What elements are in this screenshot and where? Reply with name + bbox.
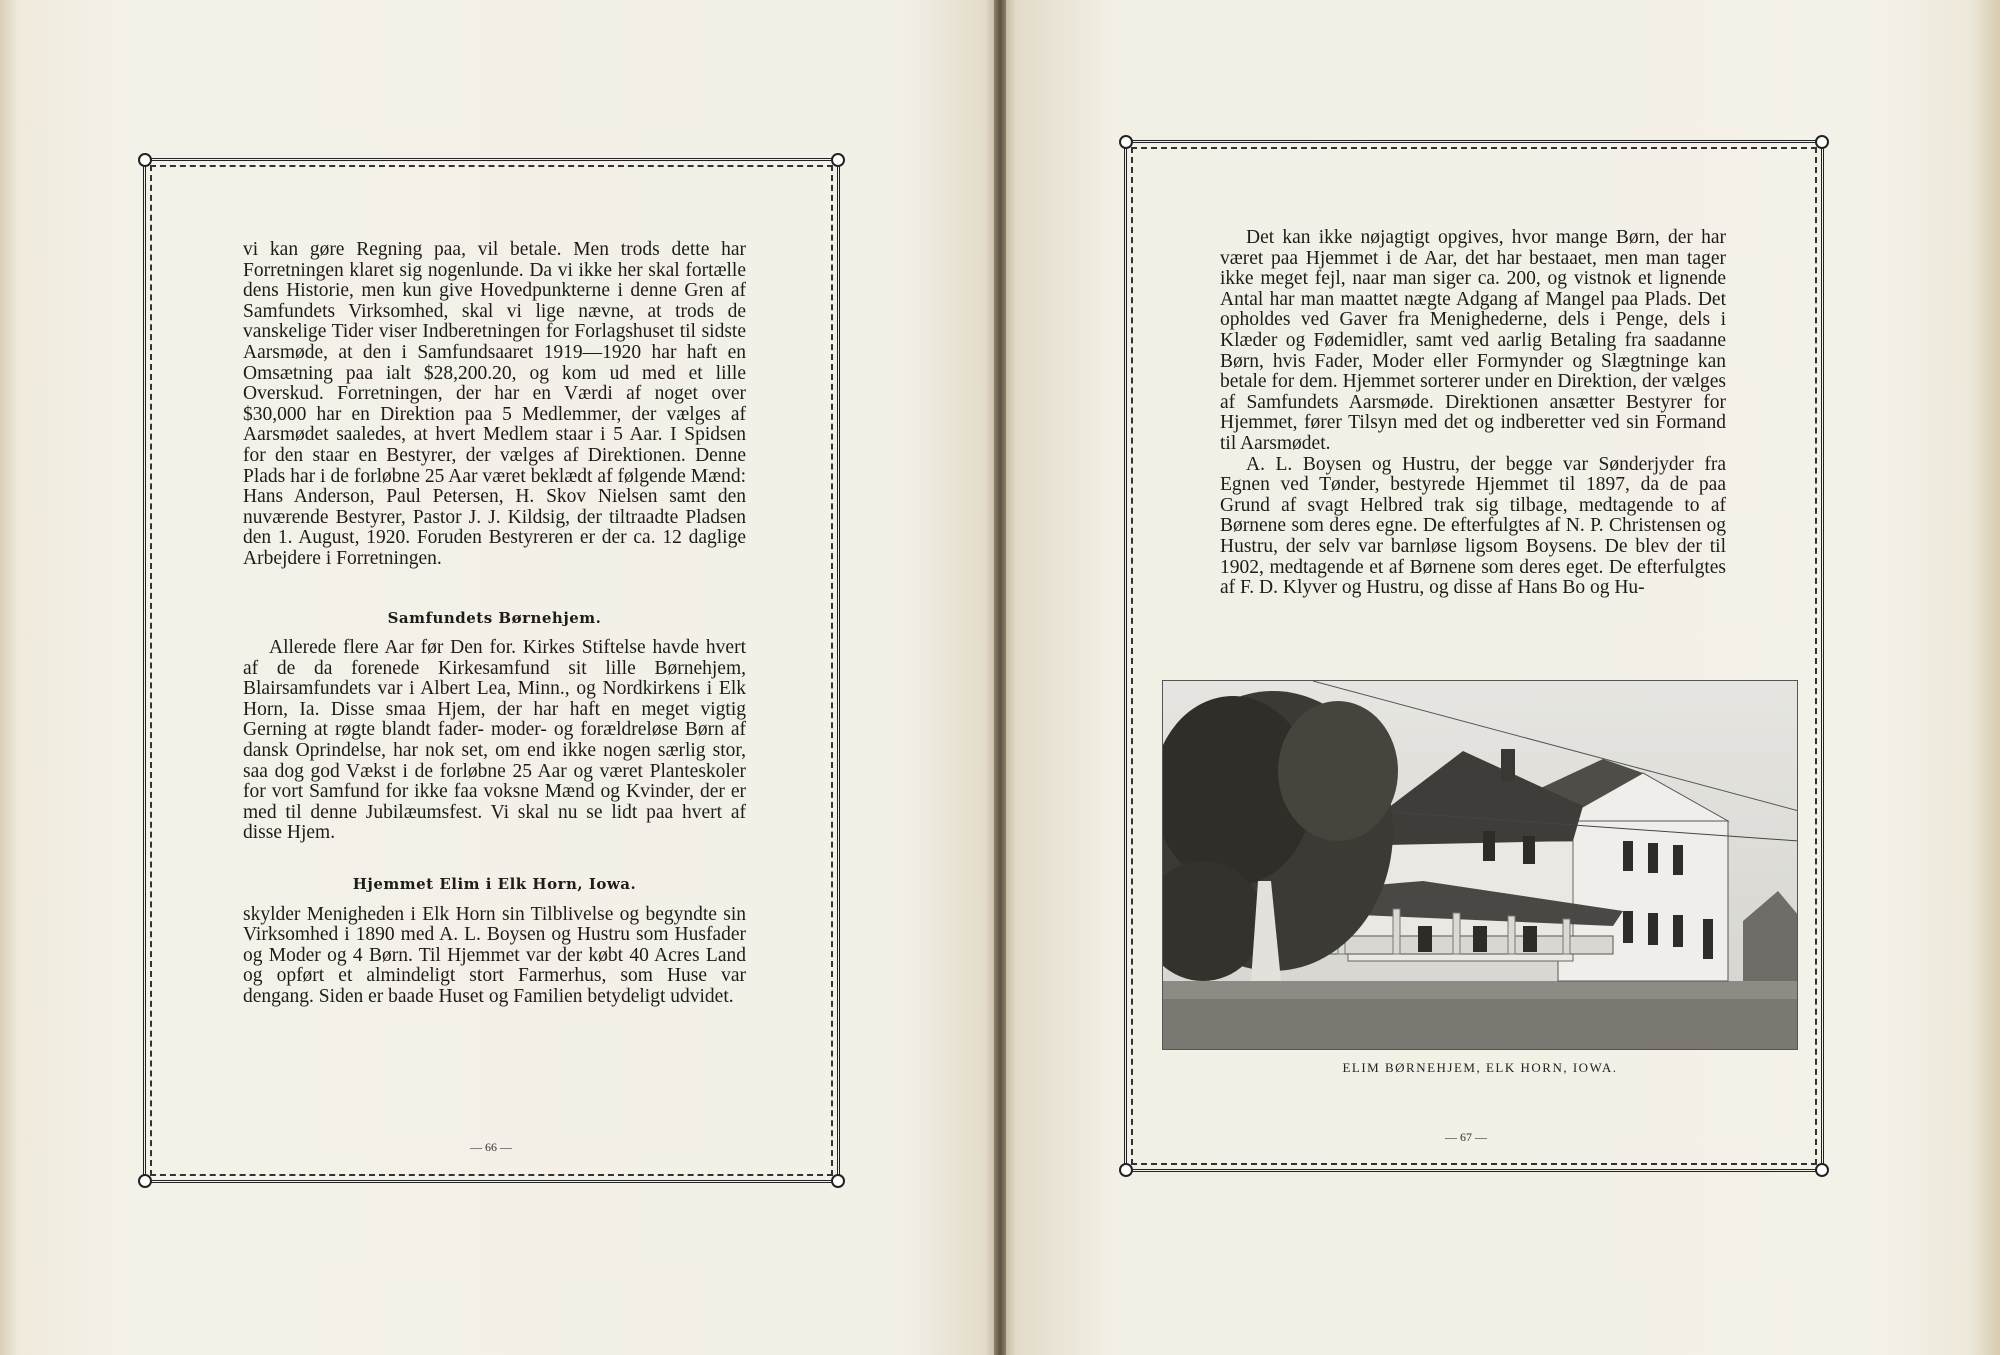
left-paragraph-2: Allerede flere Aar før Den for. Kirkes Stiftelse havde hvert af de da forenede Kirkesamfund sit lille Børnehjem, Blairsamfundets var i Albert Lea, Minn., og Nordkirkens i Elk Horn, Ia. Disse smaa Hjem, der har haft en meget vigtig Gerning at røgte blandt fader- moder- og forældreløse Børn af dansk Oprindelse, har nok set, om end ikke nogen særlig stor, saa dog god Vækst i de forløbne 25 Aar og været Planteskoler for vort Samfund for ikke faa voksne Mænd og Kvinder, der er med til denne Jubilæumsfest. Vi skal nu se lidt paa hvert af disse Hjem.	[243, 637, 746, 844]
section-heading-hjemmet-elim: Hjemmet Elim i Elk Horn, Iowa.	[352, 875, 637, 894]
left-text-block	[243, 240, 746, 1008]
right-page	[1000, 0, 2000, 1355]
right-page-number: — 67 —	[1445, 1130, 1487, 1144]
border-corner-ornament	[138, 1174, 152, 1188]
border-corner-ornament	[1119, 135, 1133, 149]
left-paragraph-1: vi kan gøre Regning paa, vil betale. Men trods dette har Forretningen klaret sig nogenlunde. Da vi ikke her skal fortælle dens Historie, men kun give Hovedpunkterne i denne Gren af Samfundets Virksomhed, skal vi lige nævne, at trods de vanskelige Tider viser Indberetningen for Forlagshuset til sidste Aarsmøde, at den i Samfundsaaret 1919—1920 har haft en Omsætning paa ialt $28,200.20, og kom ud med et lille Overskud. Forretningen, der har en Værdi af noget over $30,000 har en Direktion paa 5 Medlemmer, der vælges af Aarsmødet saaledes, at hvert Medlem staar i 5 Aar. I Spidsen for den staar en Bestyrer, der vælges af Direktionen. Denne Plads har i de forløbne 25 Aar været beklædt af følgende Mænd: Hans Anderson, Paul Petersen, H. Skov Nielsen samt den nuværende Bestyrer, Pastor J. J. Kildsig, der tiltraadte Pladsen den 1. August, 1920. Foruden Bestyreren er der ca. 12 daglige Arbejdere i Forretningen.	[243, 239, 746, 569]
border-corner-ornament	[831, 1174, 845, 1188]
right-paragraph-2: A. L. Boysen og Hustru, der begge var Sønderjyder fra Egnen ved Tønder, bestyrede Hjemmet til 1897, da de paa Grund af svagt Helbred trak sig tilbage, medtagende to af Børnene som deres egne. De efterfulgtes af N. P. Christensen og Hustru, der selv var barnløse ligsom Boysens. De blev der til 1902, medtagende et af Børnene som deres eget. De efterfulgtes af F. D. Klyver og Hustru, og disse af Hans Bo og Hu-	[1220, 453, 1726, 599]
book-spine	[994, 0, 1006, 1355]
house-photo-illustration	[1163, 681, 1798, 1050]
photo-caption: ELIM BØRNEHJEM, ELK HORN, IOWA.	[1342, 1060, 1618, 1075]
border-corner-ornament	[1815, 135, 1829, 149]
left-page-number: — 66 —	[470, 1140, 512, 1154]
right-paragraph-1: Det kan ikke nøjagtigt opgives, hvor mange Børn, der har været paa Hjemmet i de Aar, det har bestaaet, men man tager ikke meget fejl, naar man siger ca. 200, og vistnok et lignende Antal har man maattet nægte Adgang af Mangel paa Plads. Det opholdes ved Gaver fra Menighederne, dels i Penge, dels i Klæder og Fødemidler, samt ved aarlig Betaling fra saadanne Børn, hvis Fader, Moder eller Formynder og Slægtninge kan betale for dem. Hjemmet sorterer under en Direktion, der vælges af Samfundets Aarsmøde. Direktionen ansætter Bestyrer for Hjemmet, fører Tilsyn med det og indberetter ved sin Formand til Aarsmødet.	[1220, 227, 1726, 454]
border-corner-ornament	[1815, 1163, 1829, 1177]
border-corner-ornament	[1119, 1163, 1133, 1177]
border-corner-ornament	[138, 153, 152, 167]
border-corner-ornament	[831, 153, 845, 167]
left-paragraph-3: skylder Menigheden i Elk Horn sin Tilblivelse og begyndte sin Virksomhed i 1890 med A. L. Boysen og Hustru som Husfader og Moder og 4 Børn. Til Hjemmet var der købt 40 Acres Land og opført et almindeligt stort Farmerhus, som Huse var dengang. Siden er baade Huset og Familien betydeligt udvidet.	[243, 903, 746, 1007]
right-text-block	[1220, 228, 1726, 599]
section-heading-samfundets-bornehjem: Samfundets Børnehjem.	[387, 608, 602, 627]
orphanage-photo	[1162, 680, 1798, 1050]
